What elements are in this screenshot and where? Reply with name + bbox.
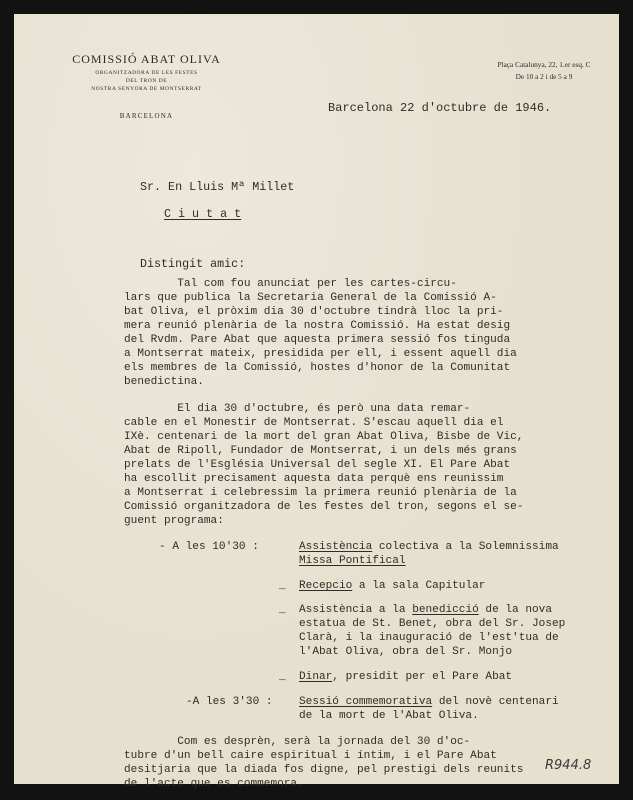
program-item-3-b: benedicció bbox=[412, 604, 479, 616]
text-line: lars que publica la Secretaria General de la Comissió A- bbox=[124, 292, 497, 304]
recipient-name: Sr. En Lluis Mª Millet bbox=[140, 180, 295, 194]
program-item-3-a: Assistència a la bbox=[299, 604, 413, 616]
salutation: Distingit amic: bbox=[140, 257, 246, 271]
program-dash: _ bbox=[279, 671, 286, 683]
text-line: a Montserrat i celebressim la primera reunió plenària de la bbox=[124, 487, 517, 499]
text-line: del Rvdm. Pare Abat que aquesta primera sessió fos tinguda bbox=[124, 334, 511, 346]
text-line: a Montserrat mateix, presidida per ell, i essent aquell dia bbox=[124, 348, 517, 360]
text-line: bat Oliva, el pròxim dia 30 d'octubre tindrà lloc la pri- bbox=[124, 306, 504, 318]
text-line: Tal com fou anunciat per les cartes-circu- bbox=[124, 278, 457, 290]
program-item-5-b: del novè centenari bbox=[432, 696, 559, 708]
text-line: ha escollit precisament aquesta data perquè ens reunissim bbox=[124, 473, 504, 485]
program-item-2 bbox=[299, 580, 485, 592]
org-name: COMISSIÓ ABAT OLIVA bbox=[72, 52, 221, 66]
program-item-5-a: Sessió commemorativa bbox=[299, 696, 433, 708]
text-line: de l'acte que es commemora. bbox=[124, 778, 304, 790]
text-line: IXè. centenari de la mort del gran Abat Oliva, Bisbe de Vic, bbox=[124, 431, 524, 443]
text-line: benedictina. bbox=[124, 376, 204, 388]
program-item-5-line-2: de la mort de l'Abat Oliva. bbox=[299, 710, 479, 722]
date-line: Barcelona 22 d'octubre de 1946. bbox=[328, 101, 552, 115]
program-item-4 bbox=[299, 671, 512, 683]
program-item-1 bbox=[299, 541, 559, 553]
text-line: El dia 30 d'octubre, és però una data remar- bbox=[124, 403, 471, 415]
program-item-3-line-2: estatua de St. Benet, obra del Sr. Josep bbox=[299, 618, 566, 630]
program-item-3-line-4: l'Abat Oliva, obra del Sr. Monjo bbox=[299, 646, 513, 658]
org-address: Plaça Catalunya, 22, 1.er esq. C bbox=[497, 60, 591, 69]
program-item-1-a: Assistència bbox=[299, 541, 373, 553]
text-line: cable en el Monestir de Montserrat. S'escau aquell dia el bbox=[124, 417, 504, 429]
text-line: Comissió organitzadora de les festes del tron, segons el se- bbox=[124, 501, 524, 513]
org-subtitle-2: DEL TRON DE bbox=[125, 78, 168, 84]
program-dash: _ bbox=[279, 604, 286, 616]
program-item-4-a: Dinar bbox=[299, 671, 333, 683]
org-subtitle-3: NOSTRA SENYORA DE MONTSERRAT bbox=[91, 86, 202, 92]
program-item-1-b: colectiva a la Solemnissima bbox=[372, 541, 559, 553]
org-hours: De 10 a 2 i de 5 a 9 bbox=[515, 72, 573, 81]
text-line: Com es desprèn, serà la jornada del 30 d'oc- bbox=[124, 736, 471, 748]
text-line: guent programa: bbox=[124, 515, 224, 527]
program-time-1: - A les 10'30 : bbox=[159, 541, 259, 553]
archive-mark: R944.8 bbox=[545, 758, 592, 773]
program-item-2-a: Recepcio bbox=[299, 580, 353, 592]
program-time-2: -A les 3'30 : bbox=[186, 696, 273, 708]
text-line: els membres de la Comissió, hostes d'honor de la Comunitat bbox=[124, 362, 511, 374]
text-line: prelats de l'Església Universal del segle XI. El Pare Abat bbox=[124, 459, 511, 471]
org-subtitle-1: ORGANITZADORA DE LES FESTES bbox=[95, 70, 198, 76]
text-line: tubre d'un bell caire espiritual i íntim, i el Pare Abat bbox=[124, 750, 497, 762]
program-item-3-line-3: Clarà, i la inauguració de l'est'tua de bbox=[299, 632, 559, 644]
program-item-1-line-2: Missa Pontifical bbox=[299, 555, 406, 567]
letter-page bbox=[14, 14, 619, 790]
program-item-2-b: a la sala Capitular bbox=[352, 580, 486, 592]
program-item-5 bbox=[299, 696, 559, 708]
text-line: mera reunió plenària de la nostra Comissió. Ha estat desig bbox=[124, 320, 511, 332]
text-line: Abat de Ripoll, Fundador de Montserrat, i un dels més grans bbox=[124, 445, 517, 457]
program-item-3 bbox=[299, 604, 552, 616]
program-dash: _ bbox=[279, 580, 286, 592]
text-line: desitjaria que la diada fos digne, pel prestigi dels reunits bbox=[124, 764, 524, 776]
program-item-3-c: de la nova bbox=[478, 604, 552, 616]
program-item-4-b: , presidit per el Pare Abat bbox=[332, 671, 513, 683]
org-city: BARCELONA bbox=[119, 112, 174, 120]
recipient-city: C i u t a t bbox=[164, 207, 242, 221]
